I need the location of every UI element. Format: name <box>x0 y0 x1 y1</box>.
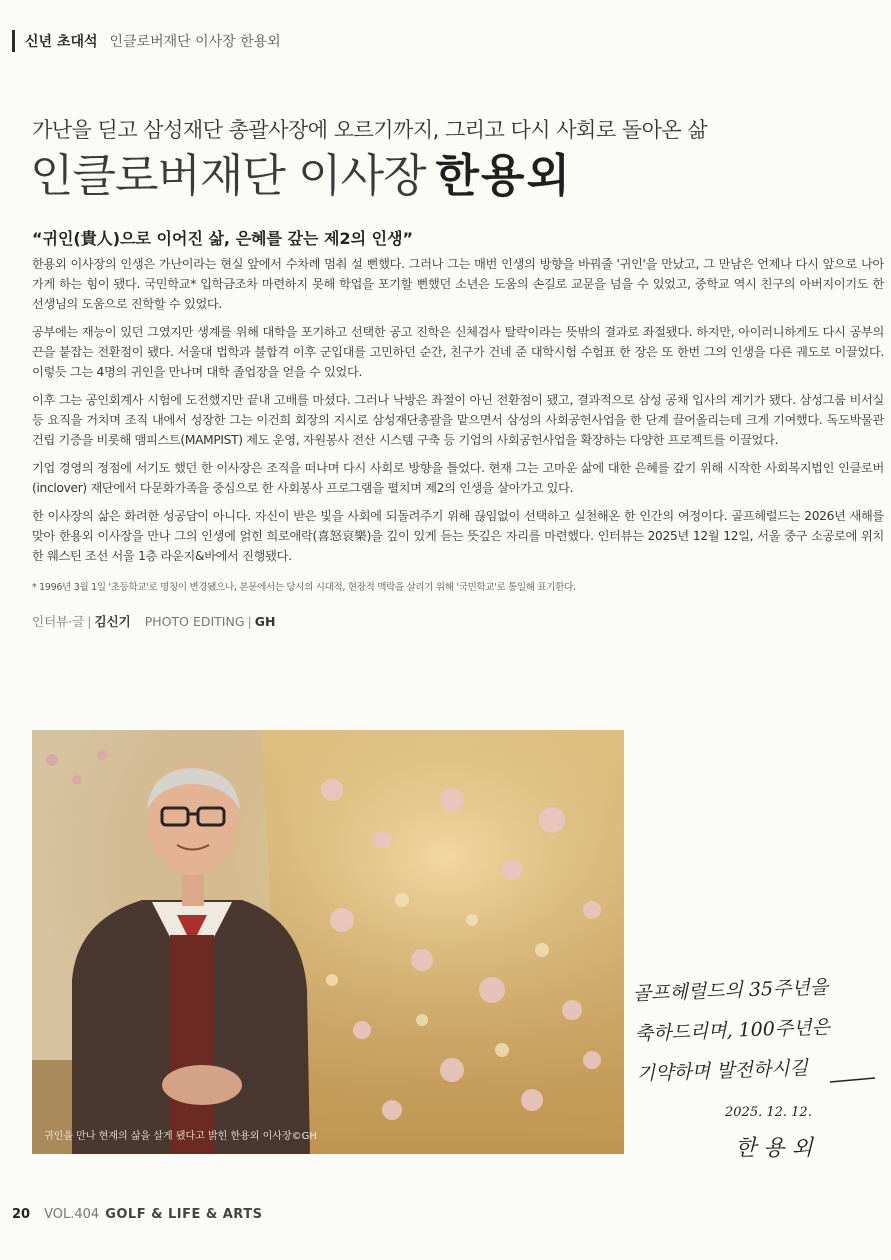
svg-text:한 용 외: 한 용 외 <box>735 1136 813 1161</box>
title-name: 한용외 <box>435 149 572 202</box>
article-body <box>32 254 884 574</box>
article-quote: “귀인(貴人)으로 이어진 삶, 은혜를 갚는 제2의 인생” <box>32 229 414 248</box>
signature-drawing <box>625 970 887 1170</box>
credit-separator-2: | <box>247 614 252 629</box>
magazine-name: GOLF & LIFE & ARTS <box>105 1207 263 1222</box>
header-subtitle: 인클로버재단 이사장 한용외 <box>109 34 281 50</box>
photo-illustration <box>32 730 624 1154</box>
svg-text:2025. 12. 12.: 2025. 12. 12. <box>725 1105 812 1120</box>
photo-caption: 귀인을 만나 현재의 삶을 살게 됐다고 밝힌 한용외 이사장©GH <box>44 1131 317 1142</box>
page-footer <box>12 1207 262 1222</box>
credit-separator: | <box>87 614 92 629</box>
volume-number: VOL.404 <box>44 1207 100 1222</box>
title-prefix: 인클로버재단 이사장 <box>30 149 426 202</box>
svg-text:골프헤럴드의 35주년을: 골프헤럴드의 35주년을 <box>632 976 829 1005</box>
svg-text:기약하며 발전하시길: 기약하며 발전하시길 <box>636 1057 809 1085</box>
page-header <box>12 30 281 52</box>
photo-label: PHOTO EDITING <box>144 614 245 629</box>
section-label: 신년 초대석 <box>25 34 98 50</box>
article-subtitle: 가난을 딛고 삼성재단 총괄사장에 오르기까지, 그리고 다시 사회로 돌아온 삶 <box>32 118 708 142</box>
article-title <box>30 148 572 204</box>
paragraph-4: 기업 경영의 정점에 서기도 했던 한 이사장은 조직을 떠나며 다시 사회로 방향을 틀었다. 현재 그는 고마운 삶에 대한 은혜를 갚기 위해 시작한 사회복지법인 인클로버(inclover) 재단에서 다문화가족을 중심으로 한 사회봉사 프로그램을 펼치며 제2의 인생을 살아가고 있다. <box>32 461 884 495</box>
credits <box>32 612 275 630</box>
paragraph-5: 한 이사장의 삶은 화려한 성공담이 아니다. 자신이 받은 빛을 사회에 되돌려주기 위해 끊임없이 선택하고 실천해온 한 인간의 여정이다. 골프헤럴드는 2026년 새해를 맞아 한용외 이사장을 만나 그의 인생에 얽힌 희로애락(喜怒哀樂)을 깊이 있게 듣는 뜻깊은 자리를 마련했다. 인터뷰는 2025년 12월 12일, 서울 중구 소공로에 위치한 웨스틴 조선 서울 1층 라운지&바에서 진행됐다. <box>32 509 884 563</box>
photo-name: GH <box>254 614 276 629</box>
interview-label: 인터뷰·글 <box>32 614 85 629</box>
footnote: * 1996년 3월 1일 '초등학교'로 명칭이 변경됐으나, 본문에서는 당시의 시대적, 현장적 맥락을 살리기 위해 '국민학교'로 통일해 표기한다. <box>32 582 576 593</box>
header-bar <box>12 30 15 52</box>
svg-text:축하드리며, 100주년은: 축하드리며, 100주년은 <box>634 1016 831 1045</box>
portrait-photo <box>32 730 624 1154</box>
handwritten-signature <box>625 970 887 1170</box>
paragraph-3: 이후 그는 공인회계사 시험에 도전했지만 끝내 고배를 마셨다. 그러나 낙방은 좌절이 아닌 전환점이 됐고, 결과적으로 삼성 공채 입사의 계기가 됐다. 삼성그룹 비서실 등 요직을 거치며 조직 내에서 성장한 그는 이건희 회장의 지시로 삼성재단총괄을 맡으면서 삼성의 사회공헌사업을 한 단계 끌어올리는데 크게 기여했다. 독도박물관 건립 기증을 비롯해 맴피스트(MAMPIST) 제도 운영, 자원봉사 전산 시스템 구축 등 기업의 사회공헌사업을 확장하는 다양한 프로젝트를 이끌었다. <box>32 393 884 447</box>
page-number: 20 <box>12 1207 31 1222</box>
paragraph-2: 공부에는 재능이 있던 그였지만 생계를 위해 대학을 포기하고 선택한 공고 진학은 신체검사 탈락이라는 뜻밖의 결과로 좌절됐다. 하지만, 아이러니하게도 다시 공부의 끈을 붙잡는 전환점이 됐다. 서울대 법학과 불합격 이후 군입대를 고민하던 순간, 친구가 건네 준 대학시험 수험표 한 장은 또 한번 그의 인생을 다른 궤도로 이끌었다. 이렇듯 그는 4명의 귀인을 만나며 대학 졸업장을 얻을 수 있었다. <box>32 325 884 379</box>
paragraph-1: 한용외 이사장의 인생은 가난이라는 현실 앞에서 수차례 멈춰 설 뻔했다. 그러나 그는 매번 인생의 방향을 바꿔줄 '귀인'을 만났고, 그 만남은 언제나 다시 앞으로 나아가게 하는 힘이 됐다. 국민학교* 입학금조차 마련하지 못해 학업을 포기할 뻔했던 소년은 도움의 손길로 교문을 넘을 수 있었고, 중학교 역시 친구의 아버지이기도 한 선생님의 도움으로 진학할 수 있었다. <box>32 257 884 311</box>
interview-name: 김신기 <box>94 614 131 629</box>
